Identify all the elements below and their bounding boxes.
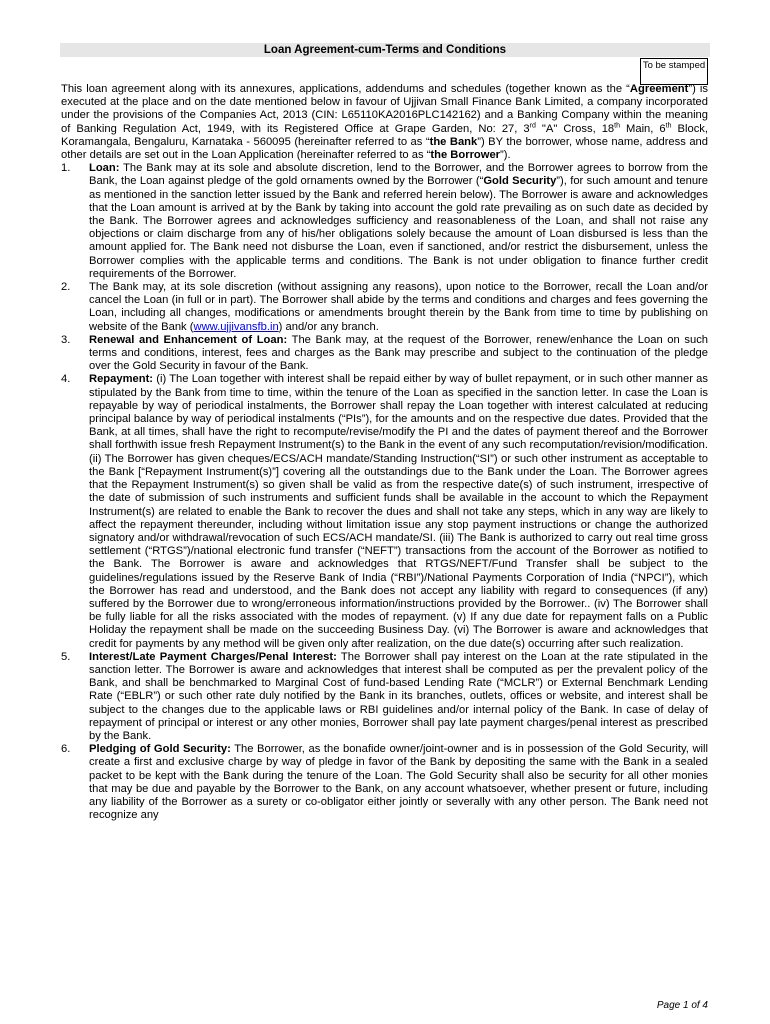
clause-renewal: 3. Renewal and Enhancement of Loan: The Bank may, at the request of the Borrower, renew/enhance the Loan on such terms and conditions, interest, fees and charges as the Bank may prescribe and subject to the continuation of the pledge over the Gold Security in favour of the Bank.	[61, 333, 709, 373]
clause-recall: 2. The Bank may, at its sole discretion (without assigning any reasons), upon notice to the Borrower, recall the Loan and/or cancel the Loan (in full or in part). The Borrower shall abide by the terms and conditions and charges and fees governing the Loan, including all changes, modifications or amendments brought therein by the Bank from time to time by publishing on website of the Bank (www.ujjivansfb.in) and/or any branch.	[61, 281, 708, 333]
clause-list	[61, 162, 708, 822]
clause-interest: 5. Interest/Late Payment Charges/Penal Interest: The Borrower shall pay interest on the Loan at the rate stipulated in the sanction letter. The Borrower is aware and acknowledges that interest shall be computed as per the prevalent policy of the Bank, and shall be benchmarked to Marginal Cost of fund-based Lending Rate (“MCLR”) or External Benchmark Lending Rate (“EBLR”) or such other rate duly notified by the Bank in its branches, outlets, offices or website, and interest shall be subject to the changes due to the applicable laws or RBI guidelines and/or internal policy of the Bank. In case of delay of repayment of principal or interest or any other monies, Borrower shall pay late payment charges/penal interest as prescribed by the Bank.	[61, 650, 708, 742]
clause-pledging: 6. Pledging of Gold Security: The Borrower, as the bonafide owner/joint-owner and is in possession of the Gold Security, will create a first and exclusive charge by way of pledge in favor of the Bank by depositing the same with the Bank in a sealed packet to be kept with the Bank during the tenure of the Loan. The Gold Security shall also be security for all other monies that may be due and payable by the Borrower to the Bank, on any account whatsoever, whether present or future, including any liability of the Borrower as a surety or co-obligator either jointly or severally with any other person. The Bank need not recognize any	[61, 743, 708, 822]
bank-website-link[interactable]: www.ujjivansfb.in	[193, 320, 279, 333]
page-number: Page 1 of 4	[656, 1000, 708, 1011]
stamp-box: To be stamped	[640, 58, 708, 85]
intro-paragraph: This loan agreement along with its annexures, applications, addendums and schedules (together known as the “Agreement”) is executed at the place and on the date mentioned below in favour of Ujjivan Small Finance Bank Limited, a company incorporated under the provisions of the Companies Act, 2013 (CIN: L65110KA2016PLC142162) and a Banking Company within the meaning of Banking Regulation Act, 1949, with its Registered Office at Grape Garden, No: 27, 3rd "A" Cross, 18th Main, 6th Block, Koramangala, Bengaluru, Karnataka - 560095 (hereinafter referred to as “the Bank”) BY the borrower, whose name, address and other details are set out in the Loan Application (hereinafter referred to as “the Borrower”).	[61, 83, 709, 162]
agreement-body	[61, 83, 708, 822]
clause-loan: 1. Loan: The Bank may at its sole and absolute discretion, lend to the Borrower, and the Borrower agrees to borrow from the Bank, the Loan against pledge of the gold ornaments owned by the Borrower (“Gold Security”), for such amount and tenure as mentioned in the sanction letter issued by the Bank and referred herein below). The Borrower is aware and acknowledges that the Loan amount is arrived at by the Bank by taking into account the gold rate prevailing as on such date as decided by the Bank. The Borrower agrees and acknowledges sufficiency and reasonableness of the Loan, and shall not raise any objections or claim discharge from any of his/her obligations solely because the amount of Loan disbursed is less than the amount applied for. The Bank need not disburse the Loan, even if sanctioned, and/or restrict the disbursement, unless the Borrower complies with the applicable terms and conditions. The Bank is not under obligation to finance further credit requirements of the Borrower.	[61, 162, 708, 280]
clause-repayment: 4. Repayment: (i) The Loan together with interest shall be repaid either by way of bullet repayment, or in such other manner as stipulated by the Bank from time to time, within the tenure of the Loan as specified in the sanction letter. In case the Loan is repayable by way of periodical instalments, the Borrower shall repay the Loan together with interest calculated at reducing principal balance by way of periodical instalments (“PIs”), for the amounts and on the respective due dates. Provided that the Bank, at all times, shall have the right to recompute/revise/modify the PI and the dates of payment thereof and the Borrower shall forthwith issue fresh Repayment Instrument(s) to the Bank in the event of any such recomputation/revision/modification. (ii) The Borrower has given cheques/ECS/ACH mandate/Standing Instruction(“SI”) or such other instrument as acceptable to the Bank [“Repayment Instrument(s)”] covering all the outstandings due to the Bank under the Loan. The Borrower agrees that the Repayment Instrument(s) so given shall be valid as from the respective date(s) of such instrument, irrespective of the date of submission of such instruments and sufficient funds shall be available in the account to which the Repayment Instrument(s) are related to enable the Bank to recover the dues and shall not take any steps, which in any way are likely to affect the repayment thereunder, including without limitation issue any stop payment instructions or change the authorized signatory and/or withdrawal/revocation of such ECS/ACH mandate/SI. (iii) The Bank is authorized to carry out real time gross settlement (“RTGS”)/national electronic fund transfer (“NEFT”) transactions from the account of the Borrower as notified to the Bank. The Borrower is aware and acknowledges that RTGS/NEFT/Fund Transfer shall be subject to the guidelines/regulations issued by the Reserve Bank of India (“RBI”)/National Payments Corporation of India (“NPCI”), which the Borrower has read and understood, and the Bank does not accept any liability with regard to consequences (if any) suffered by the Borrower due to wrong/erroneous information/instructions provided by the Borrower.. (iv) The Borrower shall be fully liable for all the risks associated with the modes of repayment. (v) If any due date for repayment falls on a Public Holiday the repayment shall be made on the succeeding Business Day. (vi) The Borrower is aware and acknowledges that credit for payments by any method will be given only after realization, on the due date(s) occurring after such realization.	[61, 373, 708, 650]
document-title: Loan Agreement-cum-Terms and Conditions	[60, 43, 710, 57]
